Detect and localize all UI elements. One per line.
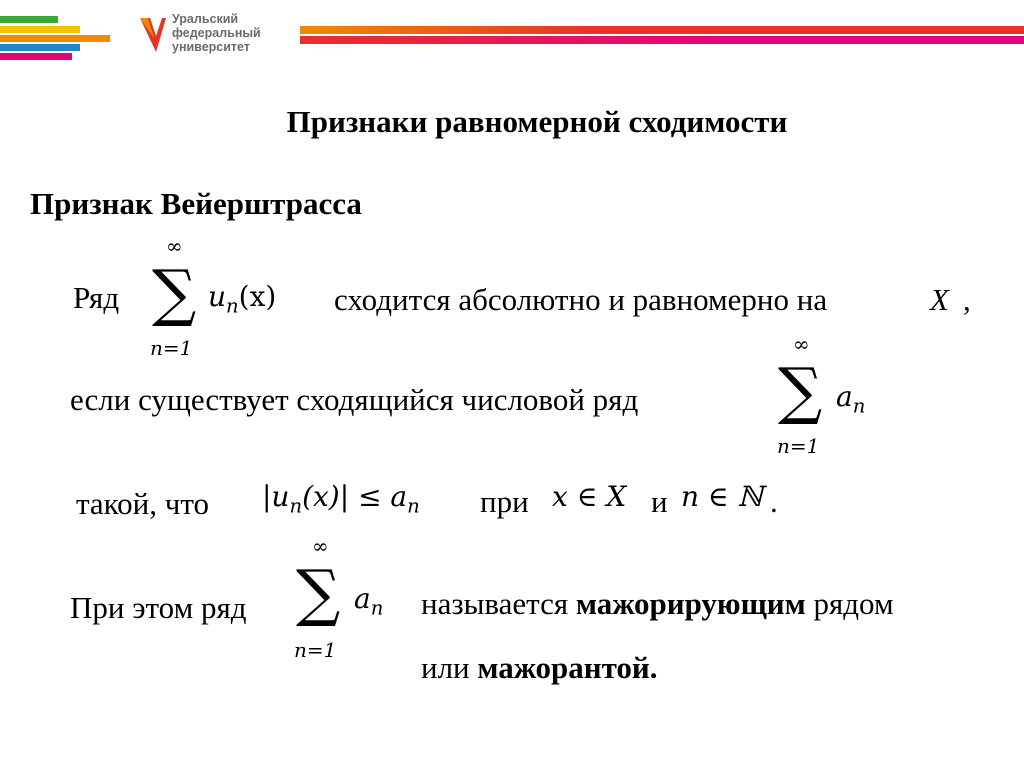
university-name [172, 12, 261, 54]
line1-text: сходится абсолютно и равномерно на [334, 282, 828, 317]
section-subtitle: Признак Вейерштрасса [30, 186, 362, 221]
line5-word: или [421, 650, 470, 685]
logo-line-3: университет [172, 40, 250, 54]
stripe-orange [0, 35, 110, 42]
stripe-long-orange [300, 26, 1024, 34]
ineq-left: |u [262, 480, 290, 513]
line4-text [421, 586, 894, 622]
line3-period: . [770, 484, 778, 519]
line4-word: называется [421, 586, 569, 621]
sum2-sigma: ∑ [778, 354, 823, 427]
line4-word2: рядом [813, 586, 894, 621]
sum1-lower-limit: n=1 [150, 336, 193, 360]
page-title: Признаки равномерной сходимости [286, 104, 788, 139]
stripe-long-red [300, 36, 1024, 44]
line3-inequality [262, 480, 420, 518]
line3-word-pri: при [480, 484, 529, 519]
logo-line-2: федеральный [172, 26, 261, 40]
term-a: a [354, 582, 371, 615]
sum2-term [836, 380, 865, 418]
line5-bold-term: мажорантой. [477, 650, 658, 685]
sum1-term [208, 280, 276, 318]
line5-text [421, 650, 658, 686]
line3-cond-x: x ∈ X [552, 480, 627, 513]
stripe-pink [0, 53, 72, 60]
term-a: a [836, 380, 853, 413]
line3-word-and: и [651, 484, 668, 519]
line3-cond-n: n ∈ ℕ [681, 480, 764, 513]
ineq-sub2: n [407, 494, 420, 518]
term-arg: (x) [238, 280, 277, 313]
stripe-blue [0, 44, 80, 51]
line1-comma: , [963, 282, 971, 317]
term-sub-n: n [370, 596, 384, 620]
ineq-sub: n [289, 494, 303, 518]
sum3-term [354, 582, 383, 620]
ural-university-logo-icon [138, 14, 168, 56]
line2-text: если существует сходящийся числовой ряд [70, 382, 639, 417]
sum1-upper-limit: ∞ [166, 234, 183, 258]
logo-line-1: Уральский [172, 12, 239, 26]
sum1-sigma: ∑ [152, 256, 197, 329]
sum3-sigma: ∑ [296, 556, 341, 629]
sum3-upper-limit: ∞ [312, 534, 329, 558]
term-u: u [208, 280, 227, 313]
stripe-green [0, 16, 58, 23]
sum2-upper-limit: ∞ [793, 332, 810, 356]
term-sub-n: n [226, 294, 239, 318]
line4-bold-term: мажорирующим [575, 586, 806, 621]
line4-prefix: При этом ряд [70, 590, 247, 625]
sum3-lower-limit: n=1 [294, 638, 337, 662]
stripe-yellow [0, 26, 80, 33]
sum2-lower-limit: n=1 [777, 434, 820, 458]
ineq-mid: (x)| ≤ a [302, 480, 408, 513]
line1-prefix: Ряд [73, 280, 120, 315]
line1-set-x: X [930, 282, 949, 317]
term-sub-n: n [852, 394, 866, 418]
line3-prefix: такой, что [76, 486, 209, 521]
